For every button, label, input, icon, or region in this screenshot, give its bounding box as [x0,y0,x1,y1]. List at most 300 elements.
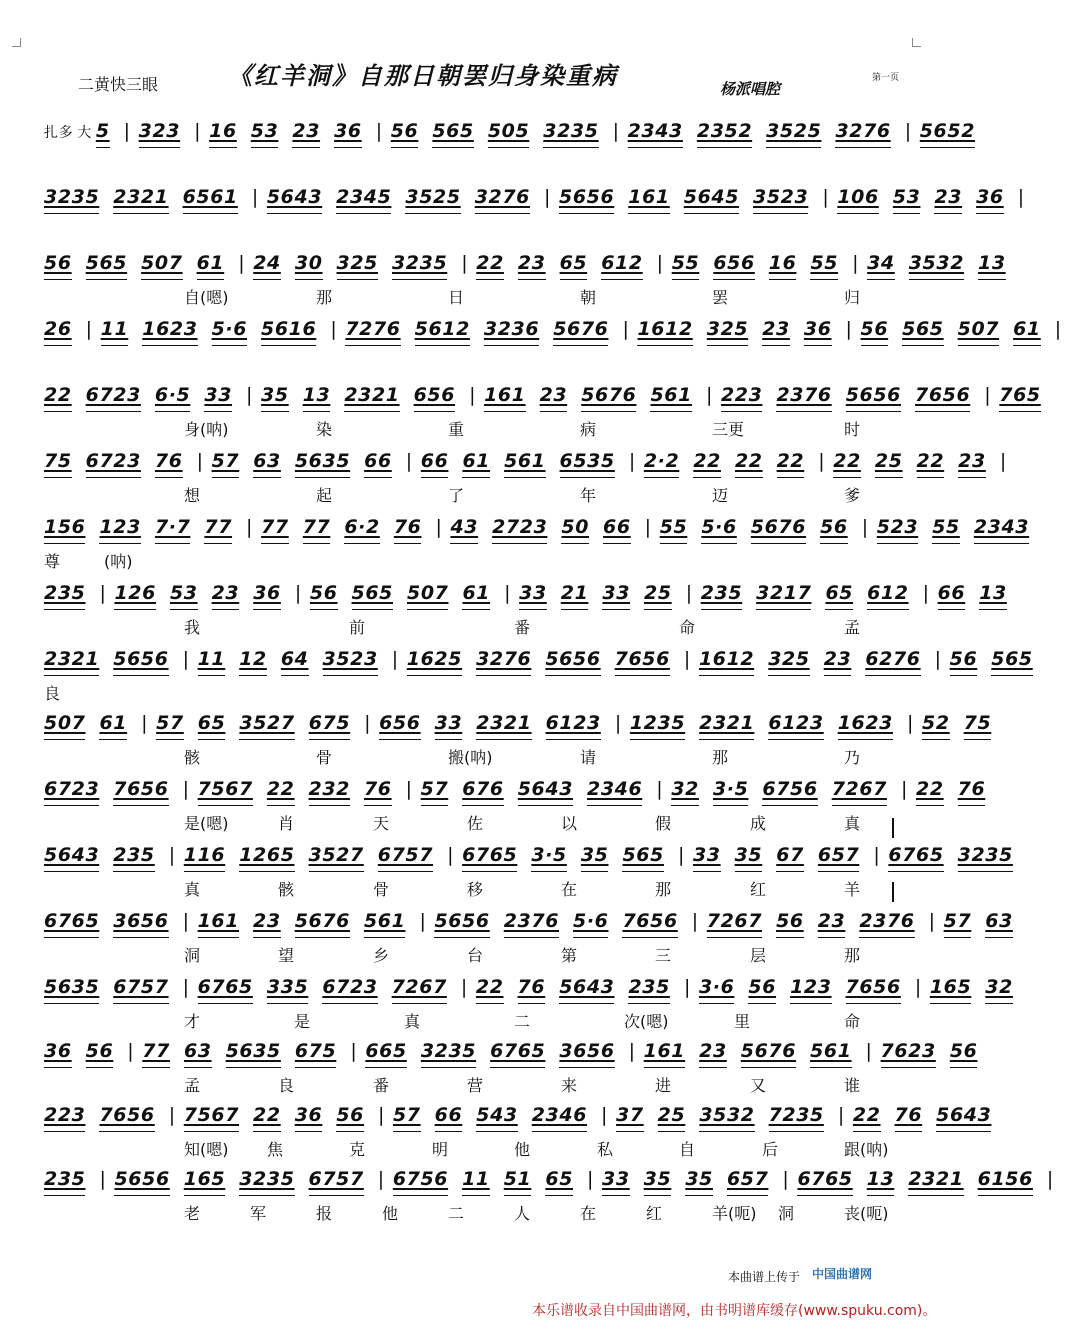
note-group: 3276 [476,648,532,670]
note-group: 5676 [750,516,807,538]
note-group: 57 [943,910,972,932]
lyric-syllable: 望 [278,946,295,965]
note-group: 32 [671,778,699,800]
lyric-syllable: 谁 [844,1076,861,1095]
barline: | [127,1040,135,1062]
note-group: 165 [183,1168,226,1190]
score-row [44,120,976,178]
lyric-syllable: 罢 [712,288,729,307]
note-group: 3276 [474,186,530,208]
score-row [44,712,992,770]
note-group: 6723 [322,976,378,998]
lyric-syllable: 私 [597,1140,614,1159]
note-group: 1612 [637,318,693,340]
notation-line [44,516,1030,546]
note-group: 7235 [768,1104,824,1126]
lyric-syllable: 丧(呃) [844,1204,889,1223]
lyric-syllable: 洞 [778,1204,795,1223]
note-group: 561 [504,450,546,472]
score-row [44,778,986,836]
lyric-line [44,811,904,833]
lyric-syllable: 人 [514,1204,531,1223]
lyric-line [44,153,904,175]
lyric-syllable: 病 [580,420,597,439]
score-title: 《红羊洞》自那日朝罢归身染重病 [228,61,618,90]
note-group: 223 [720,384,763,406]
note-group: 5·6 [573,910,609,932]
lyric-syllable: 报 [316,1204,333,1223]
note-group: 612 [601,252,643,274]
note-group: 55 [810,252,839,274]
note-group: 565 [622,844,664,866]
note-group: 612 [867,582,909,604]
lyric-syllable: 成 [750,814,767,833]
lyric-syllable: 克 [349,1140,366,1159]
note-group: 65 [559,252,588,274]
note-group: 77 [204,516,233,538]
note-group: 6757 [308,1168,364,1190]
barline: | [419,910,427,932]
note-group: 22 [776,450,805,472]
note-group: 1623 [142,318,198,340]
note-group: 5635 [44,976,100,998]
note-group: 565 [85,252,128,274]
lyric-syllable: 肖 [278,814,295,833]
note-group: 7567 [197,778,253,800]
barline: | [182,910,190,932]
note-group: 77 [261,516,289,538]
barline: | [644,516,652,538]
notation-line [44,1168,1054,1198]
singer-style: 杨派唱腔 [720,80,781,98]
note-group: 5643 [936,1104,992,1126]
note-group: 3217 [756,582,812,604]
barline: | [168,1104,176,1126]
note-group: 7656 [845,976,901,998]
lyric-syllable: 骨 [316,748,333,767]
note-group: 55 [932,516,960,538]
note-group: 123 [99,516,141,538]
note-group: 66 [420,450,449,472]
barline: | [99,1168,107,1190]
notation-line [44,648,1033,678]
score-row [44,516,1030,574]
barline: | [350,1040,358,1062]
barline: | [622,318,630,340]
note-group: 505 [487,120,530,142]
notation-line [44,1104,992,1134]
note-group: 13 [866,1168,895,1190]
lyric-syllable: 真 [844,814,861,833]
barline: | [182,778,190,800]
note-group: 507 [957,318,1000,340]
barline: | [1046,1168,1054,1190]
lyric-syllable: 真 [184,880,201,899]
note-group: 5656 [545,648,601,670]
note-group: 7656 [915,384,971,406]
barline: | [845,318,853,340]
note-group: 2346 [587,778,643,800]
note-group: 6276 [865,648,921,670]
notation-line [44,450,1007,480]
note-group: 35 [580,844,609,866]
note-group: 5 [95,120,110,142]
lyric-syllable: 红 [750,880,767,899]
note-group: 25 [657,1104,686,1126]
lyric-syllable: 假 [655,814,672,833]
crop-mark-top-left [12,38,21,47]
lyric-syllable: 了 [448,486,465,505]
lyric-syllable: 明 [432,1140,449,1159]
note-group: 5656 [113,648,169,670]
score-row [44,844,1013,902]
note-group: 675 [294,1040,337,1062]
note-group: 61 [1013,318,1041,340]
note-group: 23 [817,910,846,932]
barline: | [375,120,383,142]
score-row [44,318,1062,376]
notation-line [44,910,1013,940]
barline: | [182,648,190,670]
note-group: 61 [99,712,128,734]
note-group: 3·5 [712,778,749,800]
note-group: 36 [44,1040,72,1062]
note-group: 565 [432,120,474,142]
note-group: 6123 [768,712,824,734]
note-group: 35 [643,1168,672,1190]
note-group: 23 [823,648,852,670]
note-group: 656 [713,252,755,274]
barline: | [504,582,512,604]
barline: | [377,1168,385,1190]
note-group: 161 [628,186,670,208]
lyric-syllable: 乃 [844,748,861,767]
note-group: 3656 [559,1040,615,1062]
barline-margin [892,882,894,902]
note-group: 325 [336,252,378,274]
notation-line [44,1040,978,1070]
note-group: 22 [916,778,944,800]
note-group: 7267 [706,910,763,932]
lyric-syllable: 那 [712,748,729,767]
note-group: 5643 [266,186,323,208]
lyric-line [44,351,904,373]
note-group: 7267 [391,976,447,998]
lyric-syllable: 番 [514,618,531,637]
lyric-syllable: 番 [373,1076,390,1095]
note-group: 33 [519,582,547,604]
score-row [44,1040,978,1098]
note-group: 2·2 [643,450,680,472]
lyric-syllable: 焦 [267,1140,284,1159]
note-group: 66 [434,1104,463,1126]
note-group: 5645 [683,186,740,208]
lyric-syllable: 自 [679,1140,696,1159]
lyric-syllable: 佐 [467,814,484,833]
lyric-syllable: 良 [44,684,61,703]
note-group: 2321 [699,712,755,734]
note-group: 33 [692,844,721,866]
note-group: 6756 [762,778,818,800]
barline: | [677,844,685,866]
lyric-syllable: 良 [278,1076,295,1095]
note-group: 5635 [294,450,351,472]
note-group: 325 [768,648,810,670]
note-group: 33 [602,582,631,604]
barline: | [251,186,259,208]
note-group: 3235 [957,844,1013,866]
note-group: 5652 [919,120,976,142]
barline: | [405,450,413,472]
note-group: 65 [825,582,854,604]
lyric-syllable: 三 [655,946,672,965]
barline: | [861,516,869,538]
note-group: 5656 [845,384,901,406]
note-group: 3527 [239,712,295,734]
note-group: 3532 [908,252,965,274]
lyric-syllable: 搬(呐) [448,748,493,767]
note-group: 5·6 [701,516,737,538]
barline: | [405,778,413,800]
note-group: 43 [450,516,479,538]
note-group: 63 [253,450,281,472]
note-group: 3235 [420,1040,477,1062]
note-group: 3525 [405,186,461,208]
lyric-line [44,417,904,439]
barline: | [238,252,246,274]
note-group: 1623 [837,712,893,734]
lyric-syllable: 爹 [844,486,861,505]
note-group: 235 [44,582,86,604]
lyric-syllable: 自(嗯) [184,288,229,307]
note-group: 67 [776,844,804,866]
barline: | [900,778,908,800]
barline: | [1017,186,1025,208]
note-group: 3235 [391,252,448,274]
lyric-syllable: 里 [734,1012,751,1031]
note-group: 65 [197,712,226,734]
note-group: 106 [837,186,879,208]
barline: | [194,120,202,142]
note-group: 676 [462,778,504,800]
barline: | [906,712,914,734]
lyric-line [44,681,904,703]
lyric-syllable: 才 [184,1012,201,1031]
note-group: 21 [560,582,589,604]
lyric-syllable: 天 [373,814,390,833]
lyric-line [44,219,904,241]
note-group: 2321 [113,186,169,208]
note-group: 30 [294,252,323,274]
lyric-syllable: 那 [844,946,861,965]
note-group: 76 [894,1104,923,1126]
barline: | [822,186,830,208]
note-group: 2321 [908,1168,964,1190]
note-group: 6156 [977,1168,1033,1190]
note-group: 565 [991,648,1033,670]
lyric-syllable: 想 [184,486,201,505]
note-group: 165 [929,976,972,998]
note-group: 6765 [797,1168,853,1190]
note-group: 22 [852,1104,881,1126]
note-group: 6756 [392,1168,449,1190]
lyric-syllable: 台 [467,946,484,965]
note-group: 23 [699,1040,727,1062]
note-group: 56 [776,910,804,932]
note-group: 25 [874,450,903,472]
lyric-syllable: 是(嗯) [184,814,229,833]
note-group: 51 [503,1168,532,1190]
note-group: 2352 [696,120,753,142]
barline: | [141,712,149,734]
lyric-line [44,549,904,571]
lyric-syllable: 孟 [844,618,861,637]
note-group: 6561 [182,186,238,208]
note-group: 232 [308,778,350,800]
note-group: 325 [706,318,749,340]
score-row [44,582,1007,640]
note-group: 77 [302,516,331,538]
lyric-line [44,745,904,767]
lyric-syllable: 羊 [844,880,861,899]
barline: | [656,778,664,800]
lyric-syllable: 起 [316,486,333,505]
barline: | [705,384,713,406]
upload-note: 本曲谱上传于 [728,1270,801,1284]
note-group: 22 [693,450,721,472]
note-group: 161 [484,384,526,406]
lyric-syllable: 命 [679,618,696,637]
barline: | [984,384,992,406]
barline: | [922,582,930,604]
lyric-syllable: 染 [316,420,333,439]
note-group: 543 [476,1104,518,1126]
note-group: 63 [985,910,1013,932]
note-group: 5616 [261,318,317,340]
note-group: 5656 [114,1168,170,1190]
barline: | [246,384,254,406]
note-group: 5643 [559,976,615,998]
barline: | [999,450,1007,472]
notation-line [44,120,976,150]
note-group: 63 [183,1040,212,1062]
lyric-syllable: 尊 [44,552,61,571]
note-group: 75 [963,712,992,734]
note-group: 57 [211,450,240,472]
barline: | [330,318,338,340]
lyric-syllable: 骨 [373,880,390,899]
note-group: 52 [922,712,950,734]
note-group: 235 [628,976,670,998]
note-group: 657 [726,1168,769,1190]
note-group: 6723 [85,450,141,472]
barline: | [873,844,881,866]
note-group: 23 [958,450,986,472]
note-group: 22 [44,384,72,406]
note-group: 13 [979,582,1007,604]
lyric-syllable: 身(呐) [184,420,229,439]
lyric-syllable: 又 [750,1076,767,1095]
score-row [44,1168,1054,1226]
barline: | [928,910,936,932]
lyric-syllable: 朝 [580,288,597,307]
note-group: 7656 [113,778,169,800]
percussion-syllable: 扎多 [44,125,74,141]
note-group: 11 [100,318,129,340]
note-group: 12 [239,648,267,670]
note-group: 656 [413,384,456,406]
note-group: 161 [197,910,240,932]
lyric-syllable: 重 [448,420,465,439]
note-group: 2321 [344,384,400,406]
note-group: 22 [266,778,295,800]
barline: | [934,648,942,670]
note-group: 6765 [462,844,518,866]
lyric-syllable: 我 [184,618,201,637]
note-group: 26 [44,318,72,340]
note-group: 5·6 [211,318,248,340]
note-group: 56 [85,1040,114,1062]
note-group: 561 [363,910,406,932]
note-group: 7656 [99,1104,155,1126]
note-group: 335 [266,976,309,998]
note-group: 23 [517,252,546,274]
note-group: 675 [308,712,351,734]
note-group: 11 [462,1168,490,1190]
score-row [44,976,1013,1034]
note-group: 5656 [559,186,615,208]
barline: | [246,516,254,538]
note-group: 2321 [476,712,532,734]
note-group: 6757 [377,844,434,866]
note-group: 57 [420,778,449,800]
note-group: 2346 [531,1104,588,1126]
lyric-syllable: 命 [844,1012,861,1031]
note-group: 6757 [113,976,169,998]
notation-line [44,712,992,742]
lyric-syllable: 他 [514,1140,531,1159]
barline: | [587,1168,595,1190]
note-group: 2376 [503,910,560,932]
lyric-syllable: 以 [561,814,578,833]
note-group: 223 [44,1104,86,1126]
note-group: 5676 [581,384,637,406]
barline: | [914,976,922,998]
note-group: 565 [351,582,393,604]
note-group: 23 [934,186,963,208]
barline: | [447,844,455,866]
note-group: 7·7 [154,516,191,538]
note-group: 56 [820,516,848,538]
note-group: 3235 [543,120,599,142]
lyric-syllable: 骸 [278,880,295,899]
note-group: 61 [462,450,491,472]
lyric-syllable: 在 [561,880,578,899]
note-group: 7267 [831,778,887,800]
lyric-syllable: 进 [655,1076,672,1095]
lyric-syllable: 归 [844,288,861,307]
note-group: 56 [309,582,338,604]
barline: | [601,1104,609,1126]
note-group: 5612 [414,318,470,340]
note-group: 36 [294,1104,323,1126]
page-number: 第一页 [872,73,900,83]
note-group: 64 [280,648,309,670]
note-group: 16 [768,252,797,274]
lyric-syllable: 他 [382,1204,399,1223]
note-group: 76 [363,778,392,800]
note-group: 3276 [835,120,891,142]
